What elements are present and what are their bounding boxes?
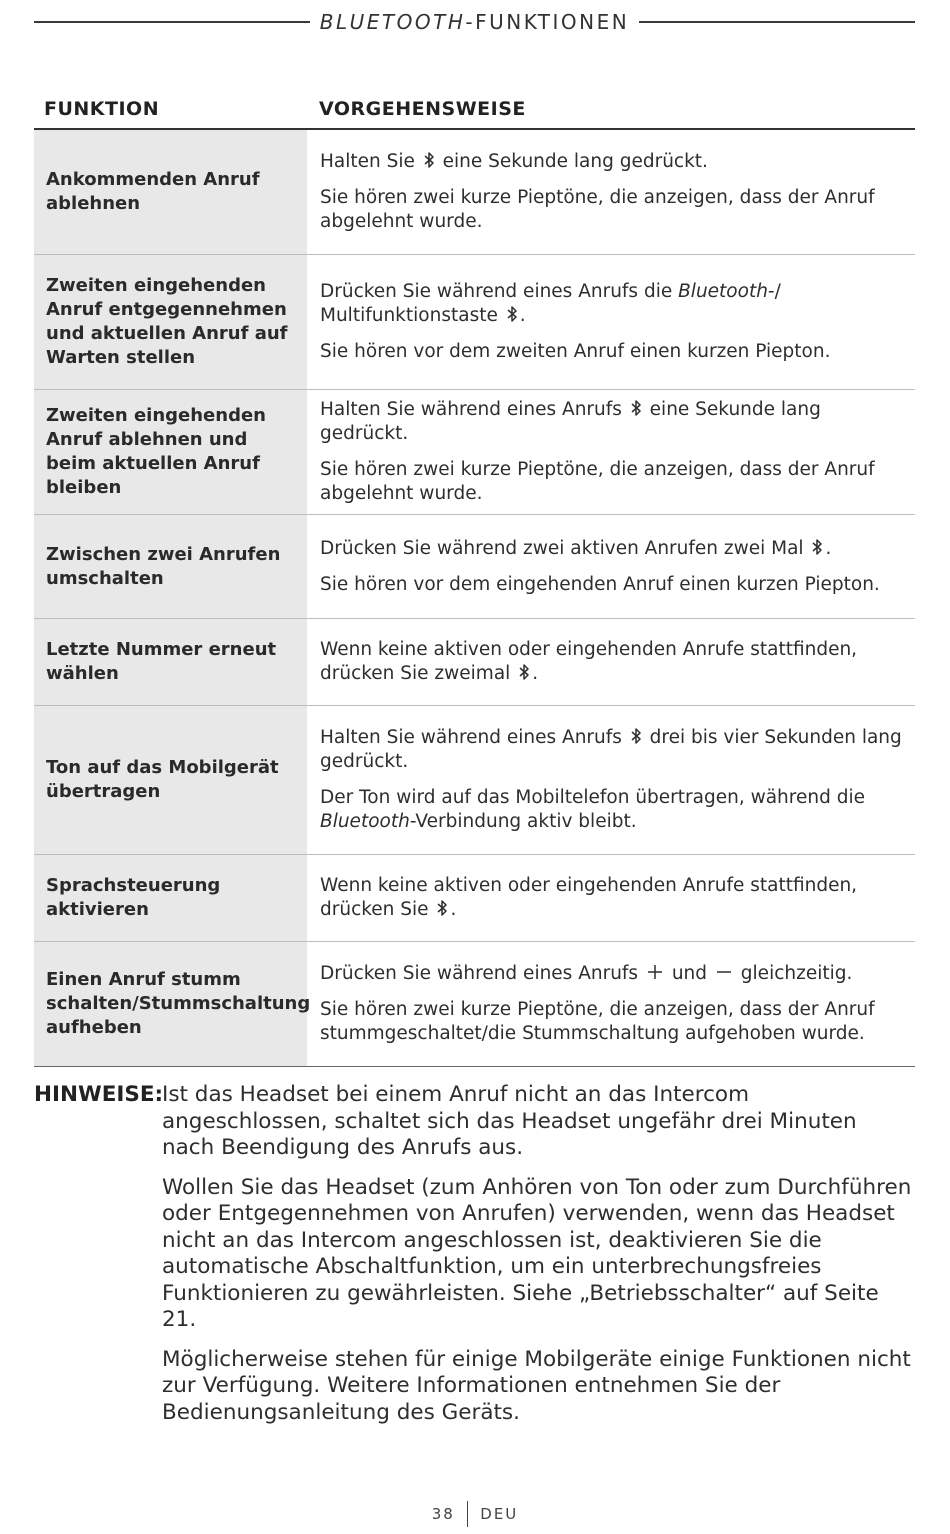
function-cell: Einen Anruf stumm schalten/Stummschaltung aufheben <box>34 942 307 1066</box>
procedure-cell <box>307 390 915 514</box>
table-row <box>34 619 915 706</box>
bluetooth-icon <box>436 899 448 917</box>
text-segment: Sie hören zwei kurze Pieptöne, die anzeigen, dass der Anruf stummgeschaltet/die Stummschaltung aufgehoben wurde. <box>320 999 875 1044</box>
page-number: 38 <box>431 1505 455 1523</box>
procedure-cell <box>307 706 915 854</box>
table-row <box>34 942 915 1067</box>
bluetooth-icon <box>811 538 823 556</box>
procedure-cell <box>307 855 915 941</box>
text-segment: drei bis vier Sekunden lang gedrückt. <box>320 727 902 772</box>
column-header-function: FUNKTION <box>44 98 160 120</box>
section-title <box>310 10 639 34</box>
italic-text: Bluetooth <box>320 811 410 832</box>
text-segment: -/ Multifunktionstaste <box>320 281 781 326</box>
procedure-paragraph <box>320 998 905 1046</box>
italic-text: Bluetooth <box>678 281 768 302</box>
footer-separator <box>467 1501 469 1527</box>
section-title-rest: -FUNKTIONEN <box>465 10 630 34</box>
procedure-cell <box>307 619 915 705</box>
bluetooth-icon <box>423 151 435 169</box>
procedure-paragraph <box>320 573 905 597</box>
function-table <box>34 130 915 1067</box>
text-segment: . <box>450 899 457 920</box>
text-segment: Halten Sie <box>320 151 421 172</box>
text-segment: Wenn keine aktiven oder eingehenden Anrufe stattfinden, drücken Sie <box>320 875 858 920</box>
text-segment: Der Ton wird auf das Mobiltelefon übertragen, während die <box>320 787 865 808</box>
text-segment: Wenn keine aktiven oder eingehenden Anrufe stattfinden, drücken Sie zweimal <box>320 639 858 684</box>
text-segment: Drücken Sie während eines Anrufs <box>320 963 644 984</box>
table-row <box>34 130 915 255</box>
text-segment: -Verbindung aktiv bleibt. <box>409 811 637 832</box>
header-rule-left <box>34 21 310 23</box>
procedure-paragraph <box>320 150 905 174</box>
table-row <box>34 390 915 515</box>
text-segment: und <box>665 963 713 984</box>
function-cell: Zweiten eingehenden Anruf entgegennehmen und aktuellen Anruf auf Warten stellen <box>34 255 307 389</box>
text-segment: Sie hören vor dem eingehenden Anruf einen kurzen Piepton. <box>320 573 880 595</box>
text-segment: . <box>532 663 539 684</box>
procedure-paragraph <box>320 398 905 446</box>
note-item: Wollen Sie das Headset (zum Anhören von Ton oder zum Durchführen oder Entgegennehmen von Anrufen) verwenden, wenn das Headset nicht an das Intercom angeschlossen ist, deaktivieren Sie die automatische Abschaltfunktion, um ein unterbrechungsfreies Funktionieren zu gewährleisten. Siehe „Betriebsschalter“ auf Seite 21. <box>162 1174 912 1332</box>
plus-icon <box>646 963 664 981</box>
procedure-paragraph <box>320 786 905 834</box>
function-cell: Ton auf das Mobilgerät übertragen <box>34 706 307 854</box>
procedure-paragraph <box>320 726 905 774</box>
text-segment: . <box>519 305 526 326</box>
text-segment: Drücken Sie während eines Anrufs die <box>320 281 679 302</box>
text-segment: eine Sekunde lang gedrückt. <box>320 399 821 444</box>
text-segment: Halten Sie während eines Anrufs <box>320 727 628 748</box>
column-header-procedure: VORGEHENSWEISE <box>319 98 526 120</box>
function-cell: Sprachsteuerung aktivieren <box>34 855 307 941</box>
text-segment: Sie hören zwei kurze Pieptöne, die anzeigen, dass der Anruf abgelehnt wurde. <box>320 187 875 232</box>
text-segment: . <box>825 537 832 559</box>
notes-label: HINWEISE: <box>34 1082 164 1107</box>
procedure-cell <box>307 255 915 389</box>
function-cell: Zweiten eingehenden Anruf ablehnen und beim aktuellen Anruf bleiben <box>34 390 307 514</box>
bluetooth-icon <box>518 663 530 681</box>
table-row <box>34 855 915 942</box>
procedure-cell <box>307 942 915 1066</box>
language-code: DEU <box>480 1505 519 1523</box>
table-row <box>34 515 915 619</box>
section-title-italic: BLUETOOTH <box>319 10 466 34</box>
procedure-paragraph <box>320 638 905 686</box>
note-item: Möglicherweise stehen für einige Mobilgeräte einige Funktionen nicht zur Verfügung. Weitere Informationen entnehmen Sie der Bedienungsanleitung des Geräts. <box>162 1346 911 1425</box>
function-cell: Ankommenden Anruf ablehnen <box>34 130 307 254</box>
text-segment: Halten Sie während eines Anrufs <box>320 399 628 420</box>
text-segment: eine Sekunde lang gedrückt. <box>436 151 708 172</box>
procedure-paragraph <box>320 874 905 922</box>
procedure-paragraph <box>320 962 905 986</box>
function-cell: Letzte Nummer erneut wählen <box>34 619 307 705</box>
table-header <box>34 94 915 130</box>
page-footer <box>0 1500 950 1528</box>
bluetooth-icon <box>630 399 642 417</box>
table-row <box>34 255 915 390</box>
bluetooth-icon <box>630 727 642 745</box>
text-segment: Sie hören vor dem zweiten Anruf einen kurzen Piepton. <box>320 341 831 362</box>
procedure-cell <box>307 130 915 254</box>
function-cell: Zwischen zwei Anrufen umschalten <box>34 515 307 618</box>
procedure-paragraph <box>320 186 905 234</box>
notes-body <box>162 1082 915 1426</box>
minus-icon <box>715 963 733 981</box>
procedure-paragraph <box>320 340 905 364</box>
table-row <box>34 706 915 855</box>
text-segment: Drücken Sie während zwei aktiven Anrufen zwei Mal <box>320 537 810 559</box>
bluetooth-icon <box>506 305 518 323</box>
procedure-paragraph <box>320 458 905 506</box>
page-header <box>34 8 915 36</box>
procedure-paragraph <box>320 537 905 561</box>
text-segment: gleichzeitig. <box>734 963 853 984</box>
procedure-cell <box>307 515 915 618</box>
text-segment: Sie hören zwei kurze Pieptöne, die anzeigen, dass der Anruf abgelehnt wurde. <box>320 459 875 504</box>
procedure-paragraph <box>320 280 905 328</box>
header-rule-right <box>639 21 915 23</box>
notes-section <box>34 1082 915 1439</box>
note-item: Ist das Headset bei einem Anruf nicht an das Intercom angeschlossen, schaltet sich das Headset ungefähr drei Minuten nach Beendigung des Anrufs aus. <box>162 1082 857 1160</box>
